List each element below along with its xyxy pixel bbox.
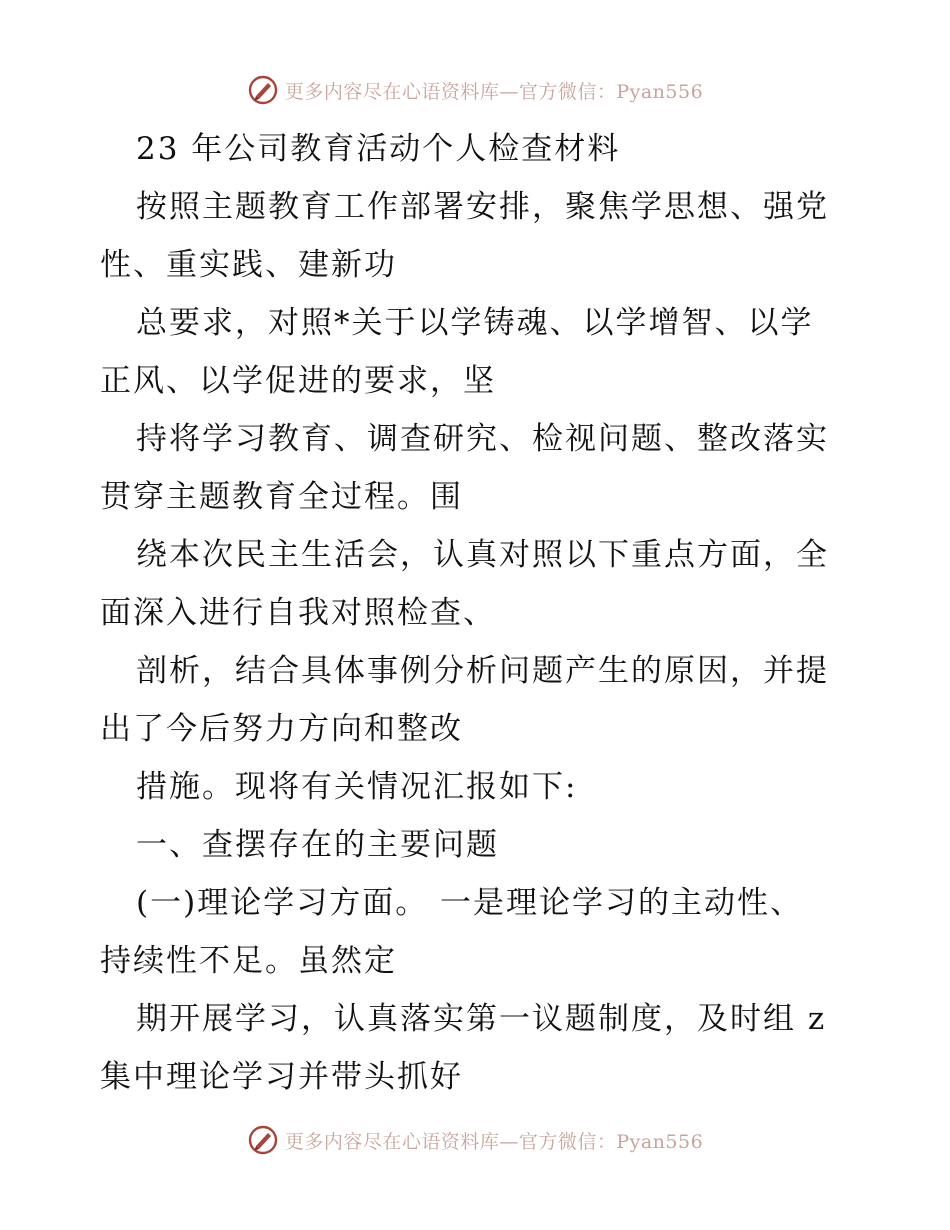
header-banner[interactable] bbox=[0, 70, 950, 110]
text-line: 集中理论学习并带头抓好 bbox=[100, 1059, 463, 1095]
document-title: 23 年公司教育活动个人检查材料 bbox=[136, 131, 621, 167]
text-line: 持续性不足。虽然定 bbox=[100, 943, 397, 979]
text-line: 绕本次民主生活会，认真对照以下重点方面，全 bbox=[136, 537, 829, 573]
footer-banner[interactable] bbox=[0, 1120, 950, 1160]
text-line: 期开展学习，认真落实第一议题制度，及时组 z bbox=[136, 1001, 827, 1037]
pen-logo-icon bbox=[247, 74, 279, 106]
text-line: 面深入进行自我对照检查、 bbox=[100, 595, 496, 631]
banner-text: 更多内容尽在心语资料库—官方微信：Pyan556 bbox=[284, 80, 704, 103]
text-line: 正风、以学促进的要求，坚 bbox=[100, 363, 496, 399]
text-line: 措施。现将有关情况汇报如下: bbox=[136, 769, 578, 805]
text-line: 性、重实践、建新功 bbox=[100, 247, 397, 283]
section-heading: 一、查摆存在的主要问题 bbox=[136, 827, 499, 863]
pen-logo-icon bbox=[247, 1124, 279, 1156]
text-line: 贯穿主题教育全过程。围 bbox=[100, 479, 463, 515]
subsection-heading: (一)理论学习方面。 一是理论学习的主动性、 bbox=[136, 885, 804, 921]
text-line: 总要求，对照*关于以学铸魂、以学增智、以学 bbox=[136, 305, 814, 341]
text-line: 按照主题教育工作部署安排，聚焦学思想、强党 bbox=[136, 189, 829, 225]
text-line: 出了今后努力方向和整改 bbox=[100, 711, 463, 747]
text-line: 剖析，结合具体事例分析问题产生的原因，并提 bbox=[136, 653, 829, 689]
banner-text: 更多内容尽在心语资料库—官方微信：Pyan556 bbox=[284, 1130, 704, 1153]
text-line: 持将学习教育、调查研究、检视问题、整改落实 bbox=[136, 421, 829, 457]
document-body bbox=[100, 120, 860, 1106]
